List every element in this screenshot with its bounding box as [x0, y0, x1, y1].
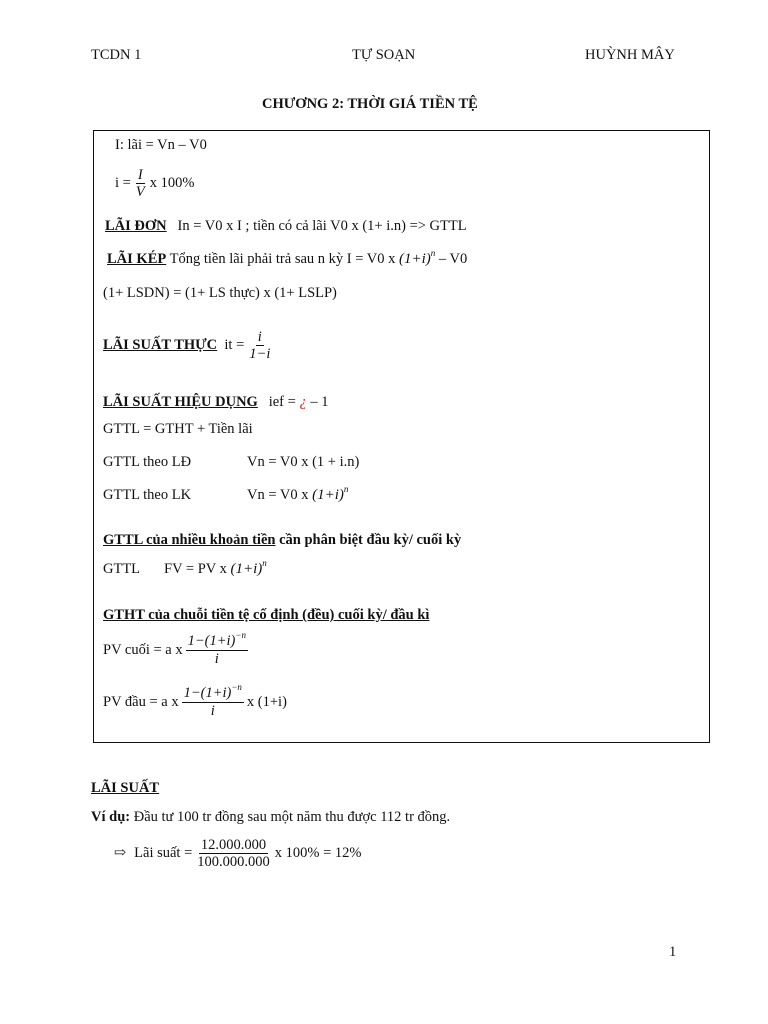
result-tail: x 100% = 12%: [274, 845, 362, 861]
simple-interest-text: In = V0 x I ; tiền có cả lãi V0 x (1+ i.n) => GTTL: [177, 218, 467, 234]
fisher-equation: (1+ LSDN) = (1+ LS thực) x (1+ LSLP): [103, 285, 337, 301]
section-title: LÃI SUẤT: [91, 780, 160, 796]
multiple-cashflows-text: cần phân biệt đầu kỳ/ cuối kỳ: [279, 532, 462, 548]
pv-due-numerator-base: 1−(1+i): [183, 685, 232, 701]
multiple-cashflows-title: GTTL của nhiều khoản tiền: [103, 532, 276, 548]
result-numerator: 12.000.000: [200, 837, 267, 853]
compound-interest-title: LÃI KÉP: [107, 251, 167, 267]
pv-ordinary-numerator: [186, 630, 248, 651]
rate-denominator: V: [135, 184, 145, 200]
result-fraction: [195, 838, 272, 869]
result-lhs: Lãi suất =: [134, 845, 193, 861]
real-rate-lhs: it =: [224, 337, 245, 353]
annuity-title: GTHT của chuỗi tiền tệ cố định (đều) cuối kỳ/ đầu kì: [103, 607, 430, 623]
chapter-title: CHƯƠNG 2: THỜI GIÁ TIỀN TỆ: [262, 96, 478, 112]
header-center: TỰ SOẠN: [352, 47, 416, 63]
rate-lhs: i =: [115, 175, 131, 191]
fv-compound-factor: (1+i): [312, 487, 344, 503]
fv-general-formula: [164, 558, 267, 578]
compound-tail: – V0: [438, 251, 468, 267]
fv-simple-formula: Vn = V0 x (1 + i.n): [247, 454, 360, 470]
effective-rate-line: [103, 394, 328, 411]
pv-ordinary-denominator: i: [214, 651, 219, 667]
pv-due-tail: x (1+i): [246, 693, 287, 710]
header-left: TCDN 1: [91, 47, 142, 63]
fv-compound-text: Vn = V0 x: [247, 487, 309, 503]
effective-rate-title: LÃI SUẤT HIỆU DỤNG: [103, 394, 258, 410]
arrow-icon: ⇨: [114, 845, 127, 861]
example-label: Ví dụ:: [91, 809, 131, 825]
rate-rhs: x 100%: [149, 175, 195, 191]
pv-due-lhs: PV đầu = a x: [103, 693, 179, 710]
pv-ordinary-line: [103, 630, 251, 667]
simple-interest-line: [105, 218, 467, 235]
fv-general-text: FV = PV x: [164, 561, 227, 577]
simple-interest-title: LÃI ĐƠN: [105, 218, 167, 234]
fv-general-label: GTTL: [103, 561, 141, 577]
pv-due-numerator-exponent: −n: [231, 682, 242, 692]
effective-rate-glyph: ¿: [299, 394, 307, 410]
future-value-definition: GTTL = GTHT + Tiền lãi: [103, 421, 253, 437]
rate-fraction: [134, 168, 147, 199]
real-rate-numerator: i: [257, 329, 262, 345]
compound-exponent: n: [430, 248, 436, 258]
pv-due-numerator: [182, 682, 244, 703]
fv-general-exponent: n: [262, 558, 267, 568]
pv-due-line: [103, 682, 287, 719]
fv-compound-formula: [247, 484, 349, 504]
pv-ordinary-lhs: PV cuối = a x: [103, 641, 183, 658]
real-rate-line: [103, 330, 275, 361]
real-rate-fraction: [247, 330, 272, 361]
real-rate-title: LÃI SUẤT THỰC: [103, 337, 218, 353]
fv-compound-label: GTTL theo LK: [103, 487, 192, 503]
interest-definition: I: lãi = Vn – V0: [115, 137, 207, 153]
effective-rate-lhs: ief =: [268, 394, 296, 410]
pv-due-denominator: i: [210, 703, 215, 719]
real-rate-denominator: 1−i: [249, 346, 271, 362]
fv-general-factor: (1+i): [230, 561, 263, 577]
effective-rate-tail: – 1: [310, 394, 329, 410]
result-line: [114, 838, 361, 869]
pv-due-fraction: [182, 682, 244, 719]
multiple-cashflows-line: [103, 532, 461, 549]
compound-factor: (1+i): [399, 251, 431, 267]
rate-formula: [115, 168, 194, 199]
page-number: 1: [669, 944, 677, 960]
example-line: [91, 809, 450, 826]
result-denominator: 100.000.000: [197, 854, 270, 870]
pv-ordinary-numerator-exponent: −n: [235, 630, 246, 640]
compound-interest-line: [107, 248, 468, 268]
pv-ordinary-numerator-base: 1−(1+i): [187, 633, 236, 649]
header-right: HUỲNH MÂY: [585, 47, 675, 63]
pv-ordinary-fraction: [186, 630, 248, 667]
compound-interest-text: Tổng tiền lãi phải trả sau n kỳ I = V0 x: [169, 251, 396, 267]
fv-simple-label: GTTL theo LĐ: [103, 454, 192, 470]
fv-compound-exponent: n: [343, 484, 349, 494]
example-text: Đầu tư 100 tr đồng sau một năm thu được 112 tr đồng.: [133, 809, 451, 825]
rate-numerator: I: [137, 167, 143, 183]
